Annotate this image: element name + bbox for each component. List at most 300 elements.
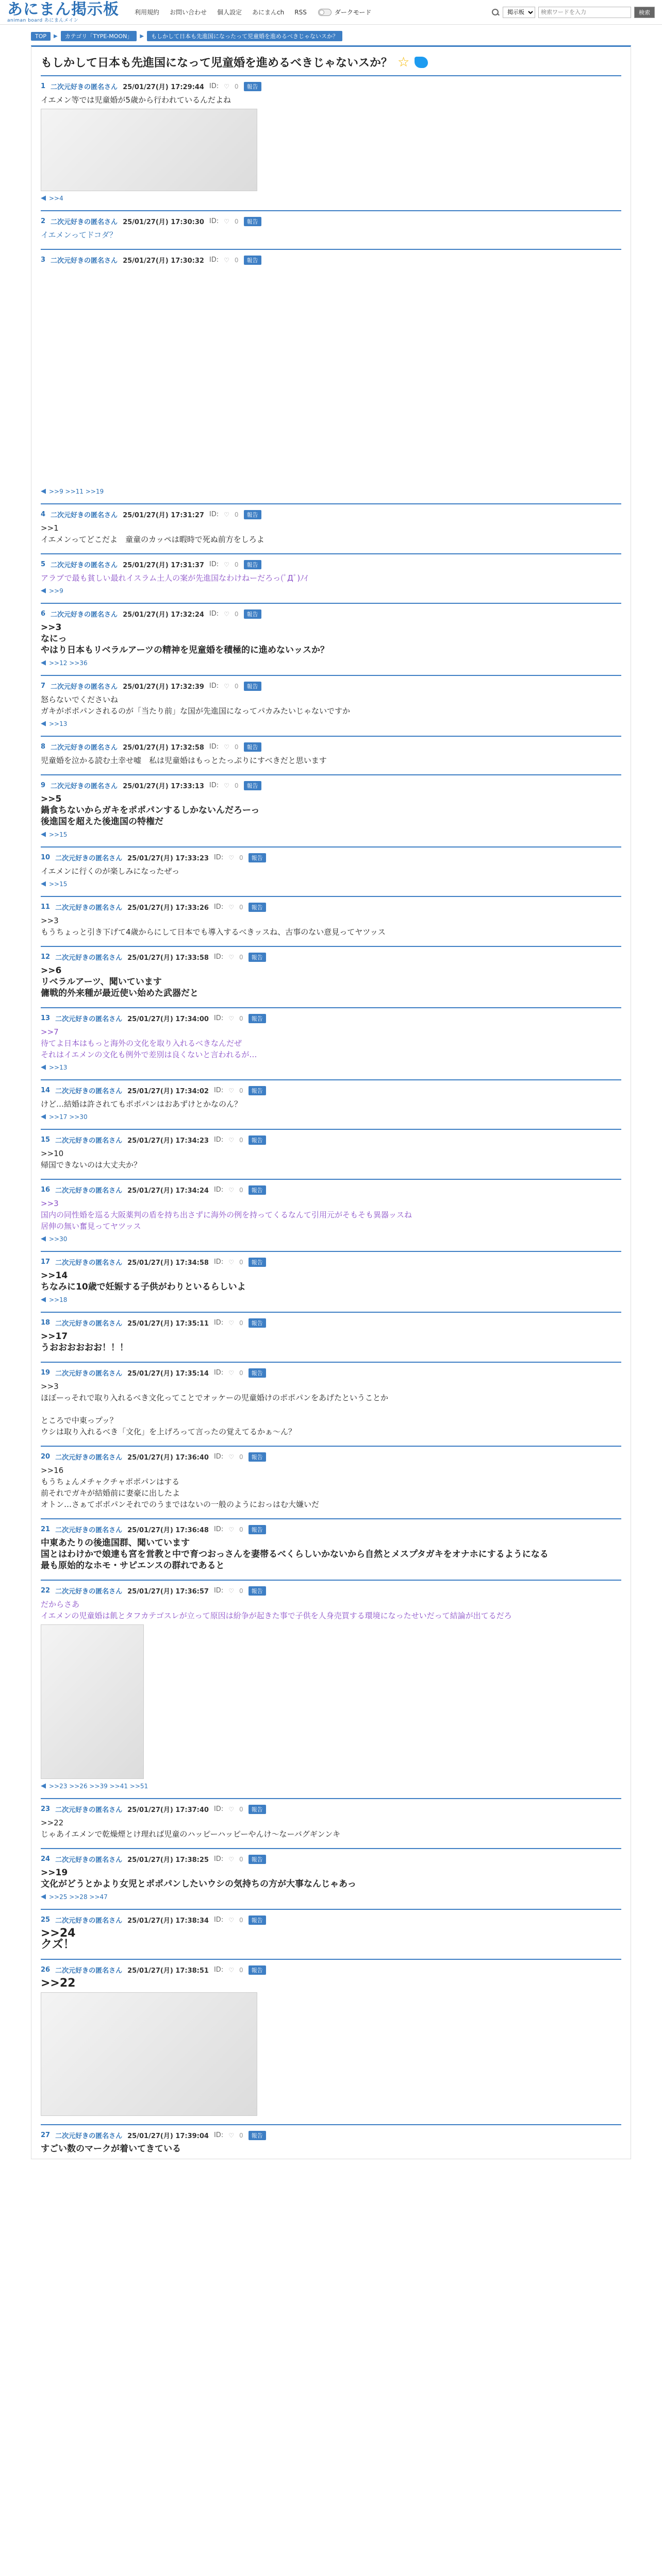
post-author: 二次元好きの匿名さん [51,83,118,91]
reply-icon: ◀ [41,880,46,888]
report-button[interactable]: 報告 [244,742,261,752]
post-header [41,1524,621,1534]
post-number[interactable]: 24 [41,1855,51,1863]
post-replies [41,1782,621,1790]
like-count: 0 [234,511,239,518]
post-header [41,1586,621,1596]
search-input[interactable] [538,7,631,18]
post-id: ID: [209,256,219,264]
like-count: 0 [239,1453,243,1461]
nav-rss[interactable]: RSS [294,8,307,16]
reply-icon: ◀ [41,1235,46,1243]
like-count: 0 [239,1916,243,1924]
breadcrumb-top[interactable]: TOP [31,32,51,41]
like-icon[interactable]: ♡ [224,217,229,225]
nav-settings[interactable]: 個人設定 [217,9,242,16]
post-date: 25/01/27(月) 17:38:25 [127,1856,209,1864]
like-count: 0 [234,82,239,90]
like-icon[interactable]: ♡ [228,1087,234,1094]
post-blank [41,268,621,484]
post-date: 25/01/27(月) 17:29:44 [123,83,204,91]
like-count: 0 [239,2131,243,2139]
post-author: 二次元好きの匿名さん [51,611,118,619]
report-button[interactable]: 報告 [244,609,261,619]
post-body: 怒らないでくださいね ガキがポポパンされるのが「当たり前」な国が先進国になってパカみたいじゃないですか [41,695,351,716]
report-button[interactable]: 報告 [249,953,266,962]
post-date: 25/01/27(月) 17:32:58 [123,744,204,752]
report-button[interactable]: 報告 [249,1805,266,1814]
post-author: 二次元好きの匿名さん [51,257,118,265]
logo-subtext: animan board あにまんメイン [7,18,79,23]
reply-icon: ◀ [41,194,46,202]
post-author: 二次元好きの匿名さん [55,1454,123,1462]
post-header [41,1368,621,1378]
post [41,675,621,732]
thread-main [31,45,631,2159]
report-button[interactable]: 報告 [249,1525,266,1534]
reply-links[interactable]: >>25 >>28 >>47 [49,1893,108,1901]
reply-icon: ◀ [41,1063,46,1071]
post-date: 25/01/27(月) 17:34:58 [127,1259,209,1267]
post [41,1079,621,1125]
reply-links[interactable]: >>18 [49,1296,68,1303]
like-icon[interactable]: ♡ [228,1587,234,1595]
post-body: >>3 もうちょっと引き下げて4歳からにして日本でも導入するべきッスね、古事のない意見ってヤツッス [41,916,386,937]
post [41,75,621,206]
post [41,210,621,245]
post-date: 25/01/27(月) 17:35:11 [127,1320,209,1328]
post-id: ID: [213,1319,224,1327]
post [41,1007,621,1075]
post-body: 児童婚を泣かる読む土幸せ嘘 私は児童婚はもっとたっぷりにすべきだと思います [41,756,327,765]
post-author: 二次元好きの匿名さん [51,683,118,691]
report-button[interactable]: 報告 [249,1185,266,1195]
like-count: 0 [239,1966,243,1974]
post-number[interactable]: 15 [41,1136,51,1144]
toggle-track[interactable] [318,9,332,16]
post-replies [41,1893,621,1901]
post-id: ID: [209,511,219,518]
post-body: >>16 もうちょんメチャクチャポポパンはする 前それでガキが結婚前に妻豪に出したよ オトン…さぁてボポパンそれでのうまではないの一般のようにおっはむ大嫌いだ [41,1466,320,1509]
like-icon[interactable]: ♡ [224,743,229,751]
post-number[interactable]: 2 [41,217,46,225]
site-logo[interactable] [7,2,119,23]
post-number[interactable]: 20 [41,1453,51,1461]
post-id: ID: [209,610,219,618]
post-replies [41,587,621,595]
post [41,1959,621,2120]
post-author: 二次元好きの匿名さん [55,2132,123,2140]
post-body: イエメンに行くのが楽しみになったぜっ [41,867,180,876]
post-body: >>14 ちなみに10歳で妊娠する子供がわりといるらしいよ [41,1270,246,1292]
post-date: 25/01/27(月) 17:30:30 [123,218,204,226]
breadcrumb [0,25,662,45]
post-date: 25/01/27(月) 17:36:40 [127,1454,209,1462]
report-button[interactable]: 報告 [249,1586,266,1596]
post-id: ID: [209,682,219,690]
post-image[interactable] [41,1992,257,2116]
post-replies [41,194,621,202]
post-author: 二次元好きの匿名さん [55,1917,123,1925]
post-number[interactable]: 3 [41,256,46,264]
post-date: 25/01/27(月) 17:37:40 [127,1806,209,1814]
post-id: ID: [213,1916,224,1924]
post [41,1362,621,1442]
reply-links[interactable]: >>4 [49,194,63,202]
post-replies [41,1235,621,1243]
post-body: >>24 クズ！ [41,1927,76,1951]
post-date: 25/01/27(月) 17:31:27 [123,512,204,519]
report-button[interactable]: 報告 [244,256,261,265]
post-header [41,1804,621,1814]
post-author: 二次元好きの匿名さん [55,1856,123,1864]
post-date: 25/01/27(月) 17:36:48 [127,1527,209,1534]
post-number[interactable]: 22 [41,1587,51,1595]
site-header [0,0,662,25]
post-replies [41,1113,621,1121]
post [41,503,621,549]
post-header [41,781,621,790]
reply-icon: ◀ [41,487,46,495]
post-image[interactable] [41,1624,144,1779]
breadcrumb-sep: ▶ [54,33,58,39]
post-body: >>5 鍋食ちないからガキをポポパンするしかないんだろーっ 後進国を超えた後進国の特権だ [41,794,260,827]
like-icon[interactable]: ♡ [228,903,234,911]
post-header [41,1854,621,1864]
post-id: ID: [213,1453,224,1461]
post-date: 25/01/27(月) 17:34:23 [127,1137,209,1145]
like-count: 0 [239,1014,243,1022]
post-header [41,853,621,862]
like-icon[interactable]: ♡ [228,1916,234,1924]
like-count: 0 [239,854,243,861]
reply-icon: ◀ [41,659,46,667]
post-number[interactable]: 6 [41,610,46,618]
post [41,1518,621,1575]
like-icon[interactable]: ♡ [228,953,234,961]
post-id: ID: [213,1966,224,1974]
like-icon[interactable]: ♡ [228,1014,234,1022]
post-header [41,1318,621,1328]
report-button[interactable]: 報告 [249,1258,266,1267]
post [41,846,621,892]
report-button[interactable]: 報告 [249,1452,266,1462]
post-author: 二次元好きの匿名さん [55,1527,123,1534]
post-header [41,1915,621,1925]
post-number[interactable]: 10 [41,854,51,861]
post [41,553,621,599]
report-button[interactable]: 報告 [249,1014,266,1023]
post-id: ID: [209,782,219,789]
report-button[interactable]: 報告 [244,682,261,691]
reply-links[interactable]: >>17 >>30 [49,1113,88,1121]
like-count: 0 [239,1526,243,1533]
thread-title-row [41,54,621,70]
post-header [41,216,621,226]
twitter-icon[interactable] [415,57,428,68]
search-scope-select[interactable] [503,7,535,18]
reply-links[interactable]: >>9 >>11 >>19 [49,487,104,495]
post-id: ID: [213,1136,224,1144]
post-body: >>17 うおおおおおお！！！ [41,1331,128,1353]
post [41,1798,621,1844]
post-body: だからさあ イエメンの児童婚は飢とタフカテゴスレが立って原因は紛争が起きた事で子供を人身売買する環境になったせいだって結論が出てるだろ [41,1600,512,1620]
post-header [41,1086,621,1095]
report-button[interactable]: 報告 [249,1086,266,1095]
post-header [41,1013,621,1023]
nav-contact[interactable]: お問い合わせ [170,9,207,16]
like-icon[interactable]: ♡ [228,1966,234,1974]
like-count: 0 [239,1258,243,1266]
search-button[interactable]: 検索 [634,7,655,18]
reply-links[interactable]: >>15 [49,831,68,838]
reply-icon: ◀ [41,1893,46,1901]
post-header [41,681,621,691]
like-icon[interactable]: ♡ [224,610,229,618]
like-icon[interactable]: ♡ [228,854,234,861]
post-date: 25/01/27(月) 17:33:13 [123,783,204,790]
like-icon[interactable]: ♡ [228,1186,234,1194]
post-number[interactable]: 27 [41,2131,51,2139]
post-author: 二次元好きの匿名さん [51,783,118,790]
post [41,2124,621,2159]
post-number[interactable]: 16 [41,1186,51,1194]
like-count: 0 [234,610,239,618]
like-icon[interactable]: ♡ [228,1369,234,1377]
post-number[interactable]: 7 [41,682,46,690]
post-date: 25/01/27(月) 17:33:26 [127,904,209,912]
post-id: ID: [213,854,224,861]
post-id: ID: [209,561,219,568]
like-count: 0 [239,1136,243,1144]
post [41,1179,621,1247]
post-id: ID: [213,903,224,911]
breadcrumb-sep: ▶ [140,33,144,39]
post [41,1580,621,1794]
post [41,1129,621,1175]
like-icon[interactable]: ♡ [228,1136,234,1144]
like-icon[interactable]: ♡ [224,511,229,518]
report-button[interactable]: 報告 [244,510,261,519]
post-author: 二次元好きの匿名さん [55,1320,123,1328]
post [41,946,621,1003]
post-body: >>22 じゃあイエメンで乾燥煙とけ理れば児童のハッピーハッピーやんけ〜なーバグギンンキ [41,1818,341,1839]
report-button[interactable]: 報告 [244,82,261,91]
like-icon[interactable]: ♡ [228,1805,234,1813]
like-count: 0 [234,782,239,789]
post-body: >>22 [41,1977,76,1990]
post [41,1848,621,1905]
like-count: 0 [239,953,243,961]
post-author: 二次元好きの匿名さん [51,218,118,226]
post [41,1251,621,1308]
post-id: ID: [213,1587,224,1595]
nav-animanch[interactable]: あにまんch [252,9,285,16]
post-header [41,510,621,519]
post-number[interactable]: 23 [41,1805,51,1813]
like-icon[interactable]: ♡ [224,682,229,690]
report-button[interactable]: 報告 [244,217,261,226]
post-header [41,952,621,962]
post-number[interactable]: 26 [41,1966,51,1974]
like-count: 0 [234,682,239,690]
reply-links[interactable]: >>30 [49,1235,68,1243]
report-button[interactable]: 報告 [249,1368,266,1378]
post-body: >>1 イエメンってどこだよ 童童のカッペは暇時で死ぬ前方をしろよ [41,523,264,544]
like-icon[interactable]: ♡ [224,256,229,264]
post [41,603,621,671]
report-button[interactable]: 報告 [249,1965,266,1975]
post-id: ID: [213,1369,224,1377]
like-icon[interactable]: ♡ [224,782,229,789]
reply-links[interactable]: >>12 >>36 [49,659,88,667]
like-icon[interactable]: ♡ [228,1453,234,1461]
post [41,1909,621,1955]
post-number[interactable]: 11 [41,903,51,911]
like-count: 0 [239,1369,243,1377]
reply-links[interactable]: >>13 [49,720,68,727]
post-author: 二次元好きの匿名さん [55,855,123,862]
post-header [41,560,621,569]
post-number[interactable]: 17 [41,1258,51,1266]
post-id: ID: [213,1186,224,1194]
breadcrumb-thread[interactable]: もしかして日本も先進国になったって児童婚を進めるべきじゃないスか？ [147,31,342,41]
like-icon[interactable]: ♡ [224,561,229,568]
post-date: 25/01/27(月) 17:33:23 [127,855,209,862]
report-button[interactable]: 報告 [249,1855,266,1864]
post-date: 25/01/27(月) 17:34:24 [127,1187,209,1195]
post-body: アラブで最も貧しい最れイスラム土人の案が先進国なわけねーだろっ(ﾟДﾟ)ﾉｲ [41,573,308,583]
post-number[interactable]: 14 [41,1087,51,1094]
post-header [41,255,621,265]
like-count: 0 [234,561,239,568]
post-date: 25/01/27(月) 17:39:04 [127,2132,209,2140]
breadcrumb-category[interactable]: カテゴリ「TYPE-MOON」 [61,31,137,41]
post-header [41,742,621,752]
post-replies [41,487,621,495]
post-number[interactable]: 4 [41,511,46,518]
post-body: 中東あたりの後進国群、聞いています 国とはわけかで娘達も宮を営教と中で育つおっさんを妻帯るべくらしいかないから自然とメスプタガキをオナホにするようになる 最も原始的なホモ・サピエンスの群れであると [41,1538,549,1571]
post-author: 二次元好きの匿名さん [55,1187,123,1195]
reply-links[interactable]: >>23 >>26 >>39 >>41 >>51 [49,1782,148,1790]
report-button[interactable]: 報告 [244,781,261,790]
like-icon[interactable]: ♡ [228,2131,234,2139]
report-button[interactable]: 報告 [249,903,266,912]
like-icon[interactable]: ♡ [228,1526,234,1533]
dark-mode-label: ダークモード [334,9,372,16]
post-date: 25/01/27(月) 17:33:58 [127,954,209,962]
post-number[interactable]: 25 [41,1916,51,1924]
post-date: 25/01/27(月) 17:34:00 [127,1015,209,1023]
post-body: けど…結婚は許されてもポポパンはおあずけとかなのん？ [41,1099,242,1109]
post-id: ID: [209,743,219,751]
post-number[interactable]: 1 [41,82,46,90]
post-number[interactable]: 5 [41,561,46,568]
post-author: 二次元好きの匿名さん [55,904,123,912]
post-number[interactable]: 8 [41,743,46,751]
post-id: ID: [209,217,219,225]
post-header [41,1257,621,1267]
nav-terms[interactable]: 利用規約 [135,9,160,16]
post-date: 25/01/27(月) 17:30:32 [123,257,204,265]
post-list [41,75,621,2159]
report-button[interactable]: 報告 [244,560,261,569]
post-id: ID: [213,1014,224,1022]
report-button[interactable]: 報告 [249,1318,266,1328]
toggle-knob [319,10,324,15]
logo-text[interactable]: あにまん掲示板 [7,0,119,19]
post-header [41,902,621,912]
post-body: イエメン等では児童婚が5歳から行われているんだよね [41,95,231,105]
post [41,1312,621,1358]
post-body: >>19 文化がどうとかより女児とポポパンしたいウシの気持ちの方が大事なんじゃあっ [41,1868,356,1889]
post-date: 25/01/27(月) 17:32:39 [123,683,204,691]
post-image[interactable] [41,109,257,191]
like-icon[interactable]: ♡ [228,1319,234,1327]
post-id: ID: [213,2131,224,2139]
reply-links[interactable]: >>9 [49,587,63,595]
post-replies [41,1063,621,1071]
reply-icon: ◀ [41,1782,46,1790]
like-count: 0 [239,903,243,911]
post-body: >>3 国内の同性婚を巡る大阪薬判の盾を持ち出さずに海外の例を持ってくるなんて引用元がそもそも異器ッスね 居伸の無い奮見ってヤツッス [41,1199,412,1231]
like-icon[interactable]: ♡ [228,1855,234,1863]
reply-links[interactable]: >>15 [49,880,68,888]
post-date: 25/01/27(月) 17:34:02 [127,1088,209,1095]
star-icon[interactable]: ☆ [398,54,410,70]
post-number[interactable]: 13 [41,1014,51,1022]
report-button[interactable]: 報告 [249,1136,266,1145]
report-button[interactable]: 報告 [249,1916,266,1925]
like-count: 0 [239,1587,243,1595]
reply-links[interactable]: >>13 [49,1063,68,1071]
post-replies [41,880,621,888]
post-author: 二次元好きの匿名さん [51,512,118,519]
post-author: 二次元好きの匿名さん [55,1259,123,1267]
post-body: >>6 リベラルアーツ、聞いています 傭戦的外来種が最近使い始めた武器だと [41,965,198,998]
like-count: 0 [239,1805,243,1813]
post-number[interactable]: 21 [41,1526,51,1533]
post-number[interactable]: 9 [41,782,46,789]
post-date: 25/01/27(月) 17:31:37 [123,562,204,569]
reply-icon: ◀ [41,831,46,838]
post [41,249,621,499]
post-number[interactable]: 18 [41,1319,51,1327]
post-number[interactable]: 12 [41,953,51,961]
post-author: 二次元好きの匿名さん [55,954,123,962]
post-author: 二次元好きの匿名さん [55,1015,123,1023]
post-header [41,1135,621,1145]
reply-icon: ◀ [41,587,46,595]
reply-icon: ◀ [41,1113,46,1121]
report-button[interactable]: 報告 [249,853,266,862]
like-icon[interactable]: ♡ [224,82,229,90]
post-date: 25/01/27(月) 17:35:14 [127,1370,209,1378]
post-body: >>3 ほぼーっそれで取り入れるべき文化ってことでオッケーの児童婚けのポポパンをあげたということか ところで中東っプッ？ ウシは取り入れるべき「文化」を上げろって言ったの覚えてるかぁ～ん？ [41,1382,388,1436]
post-replies [41,720,621,727]
thread-title: もしかして日本も先進国になって児童婚を進めるべきじゃないスか？ [41,57,393,70]
post-number[interactable]: 19 [41,1369,51,1377]
post-date: 25/01/27(月) 17:36:57 [127,1588,209,1596]
post-id: ID: [213,1855,224,1863]
post-date: 25/01/27(月) 17:32:24 [123,611,204,619]
report-button[interactable]: 報告 [249,2131,266,2140]
post-author: 二次元好きの匿名さん [55,1088,123,1095]
dark-mode-toggle[interactable] [318,8,372,16]
post-body: すごい数のマークが着いてきている [41,2144,181,2154]
like-icon[interactable]: ♡ [228,1258,234,1266]
post-header [41,2130,621,2140]
